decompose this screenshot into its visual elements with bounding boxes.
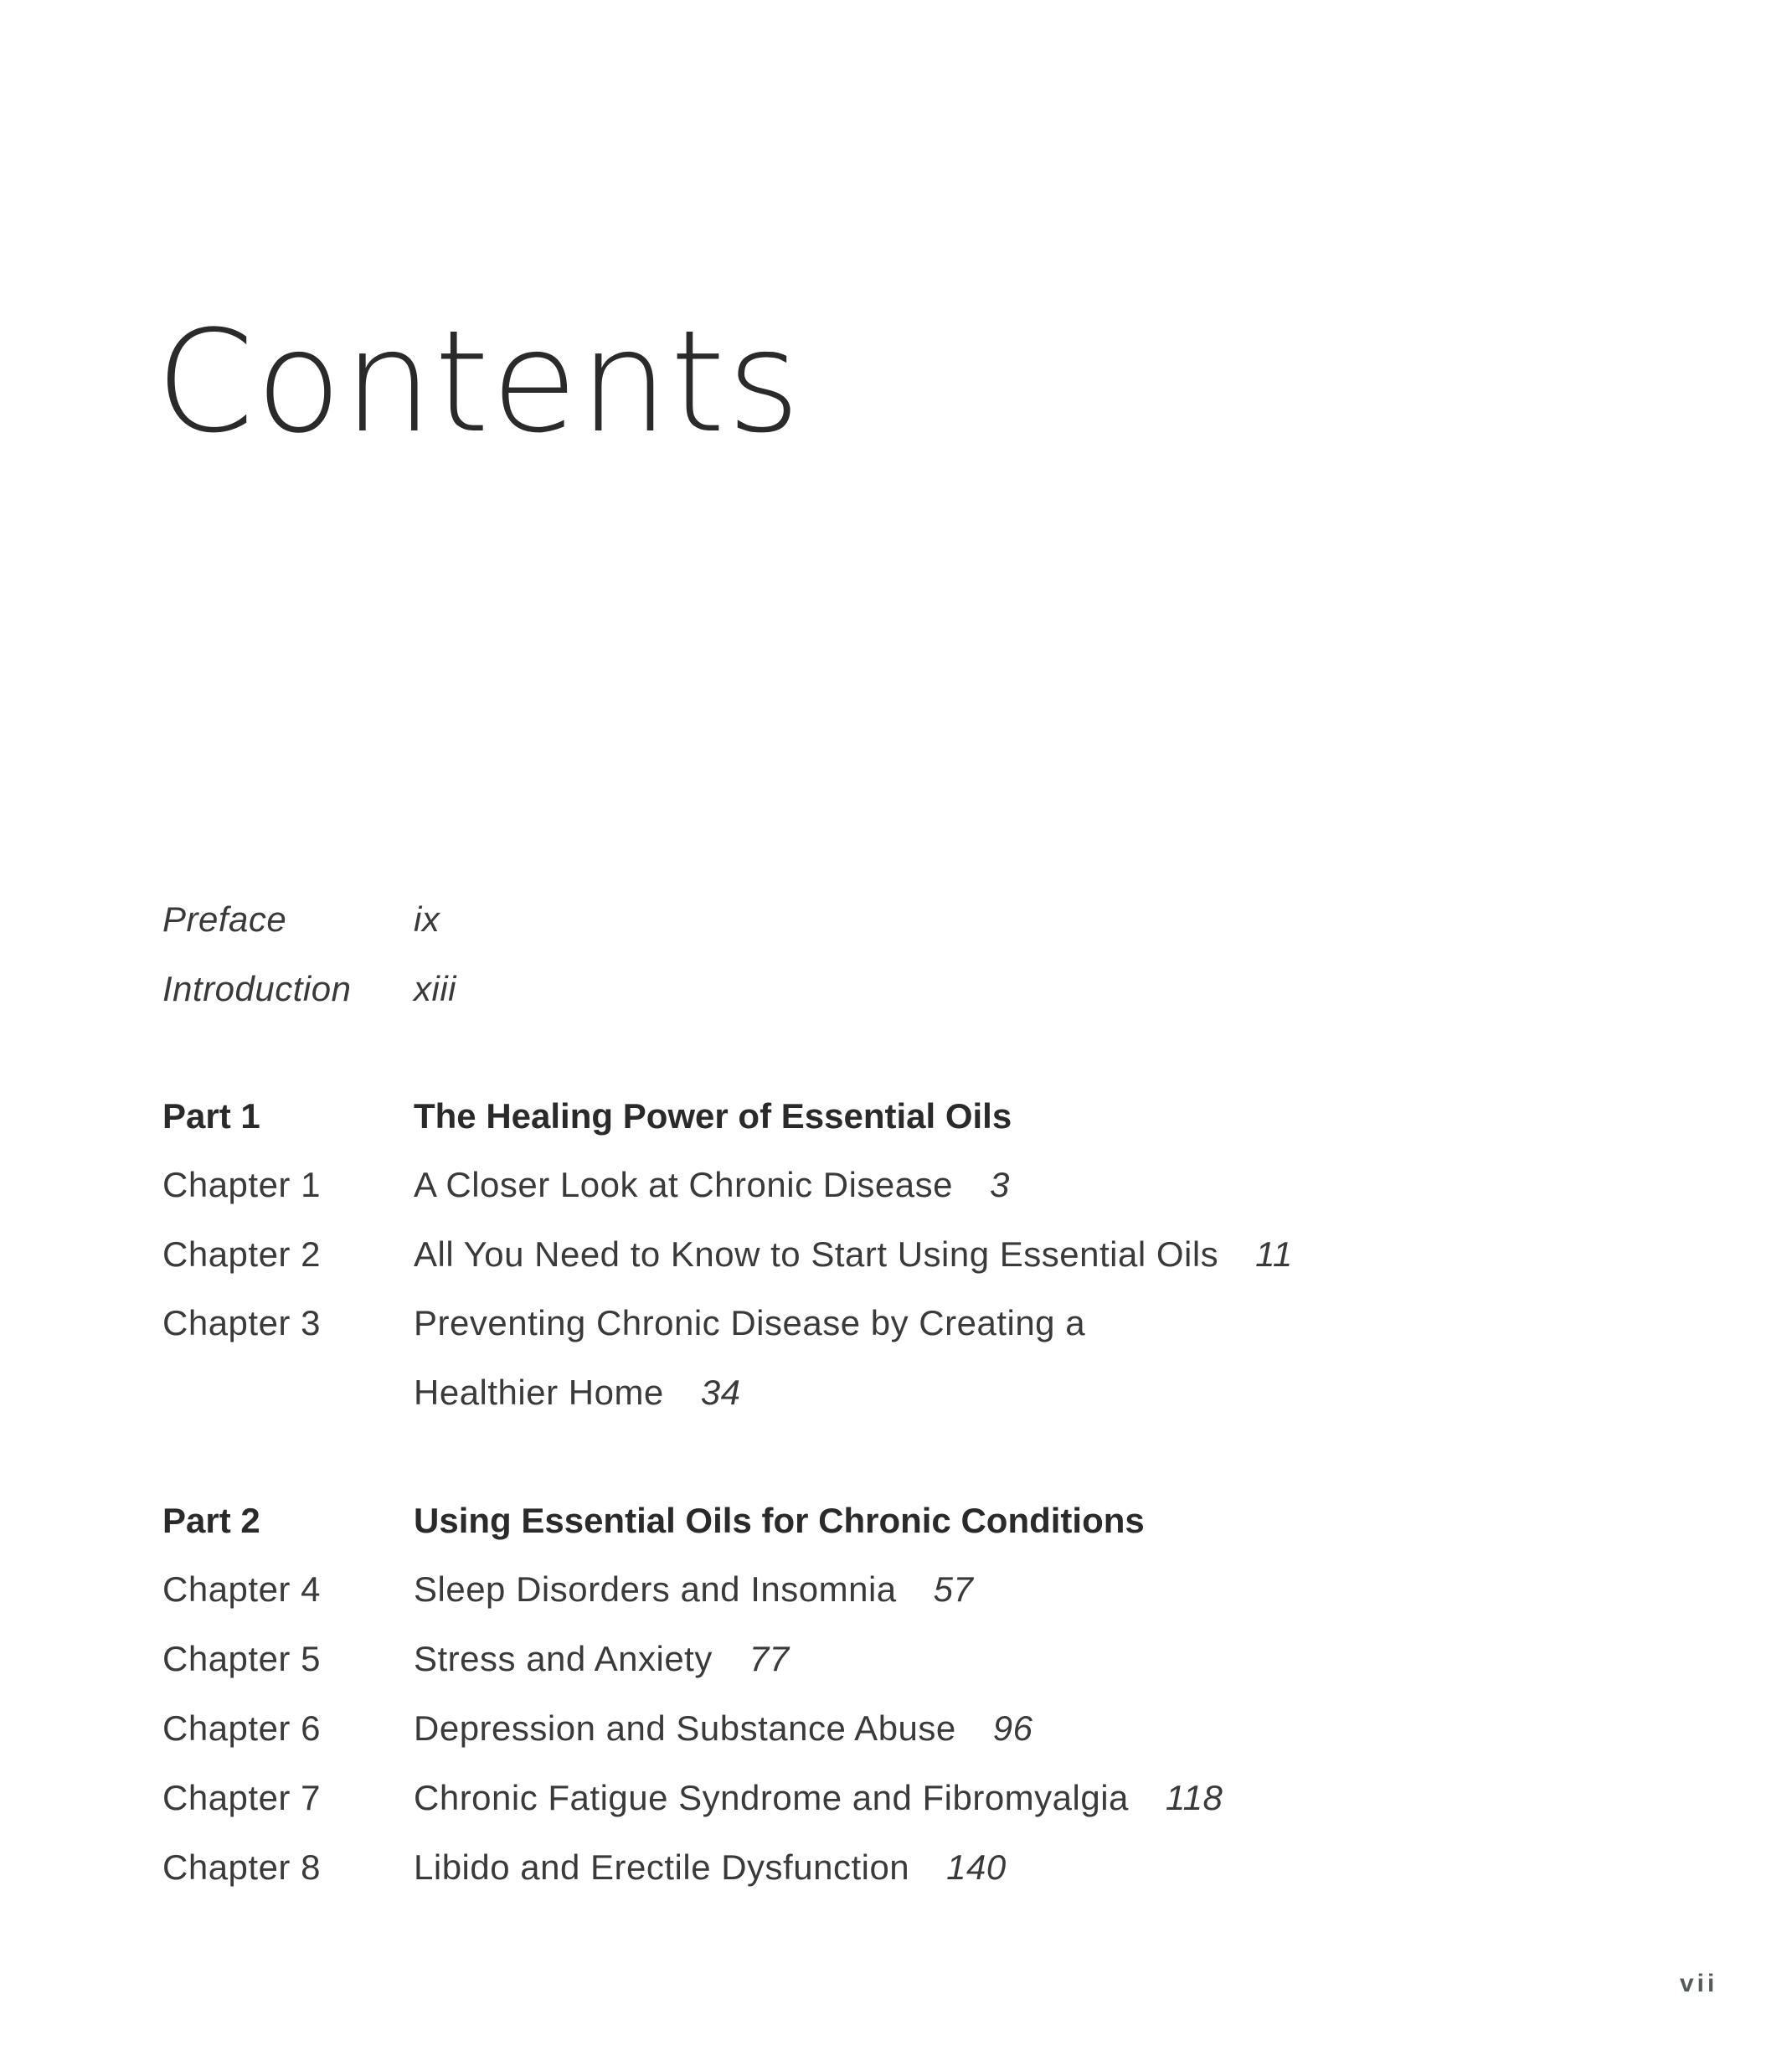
chapter-page: 11 bbox=[1255, 1234, 1293, 1274]
chapter-page: 118 bbox=[1165, 1778, 1223, 1817]
chapter-title: Sleep Disorders and Insomnia bbox=[414, 1569, 897, 1609]
part-title: The Healing Power of Essential Oils bbox=[414, 1096, 1012, 1136]
chapter-title: Libido and Erectile Dysfunction bbox=[414, 1847, 910, 1887]
chapter-entry bbox=[414, 1564, 973, 1615]
page-number: vii bbox=[1680, 1970, 1718, 1997]
part-title: Using Essential Oils for Chronic Conditions bbox=[414, 1501, 1145, 1540]
chapter-title: Depression and Substance Abuse bbox=[414, 1708, 956, 1748]
chapter-title: Stress and Anxiety bbox=[414, 1639, 713, 1678]
chapter-entry bbox=[414, 1703, 1033, 1754]
chapter-title: All You Need to Know to Start Using Essential Oils bbox=[414, 1234, 1219, 1274]
chapter-title-line2: Healthier Home bbox=[414, 1373, 664, 1412]
part-label: Part 1 bbox=[162, 1096, 260, 1136]
part-label: Part 2 bbox=[162, 1501, 260, 1540]
page-title: Contents bbox=[156, 300, 802, 464]
chapter-label: Chapter 4 bbox=[162, 1569, 321, 1609]
chapter-label: Chapter 2 bbox=[162, 1234, 321, 1274]
chapter-page: 96 bbox=[992, 1708, 1033, 1748]
chapter-title-line1: Preventing Chronic Disease by Creating a bbox=[414, 1303, 1086, 1342]
chapter-entry bbox=[414, 1842, 1007, 1893]
chapter-label: Chapter 7 bbox=[162, 1778, 321, 1817]
front-matter-label: Introduction bbox=[162, 969, 352, 1008]
chapter-title: A Closer Look at Chronic Disease bbox=[414, 1165, 953, 1204]
chapter-label: Chapter 6 bbox=[162, 1708, 321, 1748]
front-matter-label: Preface bbox=[162, 899, 287, 939]
chapter-label: Chapter 3 bbox=[162, 1303, 321, 1342]
chapter-page: 57 bbox=[933, 1569, 974, 1609]
chapter-entry bbox=[414, 1773, 1223, 1823]
chapter-page: 77 bbox=[749, 1639, 790, 1678]
chapter-page: 140 bbox=[946, 1847, 1007, 1887]
chapter-entry bbox=[414, 1368, 741, 1418]
front-matter-page: ix bbox=[414, 899, 440, 939]
chapter-page: 3 bbox=[989, 1165, 1010, 1204]
chapter-title: Chronic Fatigue Syndrome and Fibromyalgia bbox=[414, 1778, 1129, 1817]
front-matter-page: xiii bbox=[414, 969, 456, 1008]
chapter-entry bbox=[414, 1229, 1293, 1280]
chapter-page: 34 bbox=[700, 1373, 741, 1412]
chapter-label: Chapter 1 bbox=[162, 1165, 321, 1204]
chapter-entry bbox=[414, 1160, 1010, 1210]
chapter-label: Chapter 8 bbox=[162, 1847, 321, 1887]
chapter-entry bbox=[414, 1634, 790, 1684]
chapter-label: Chapter 5 bbox=[162, 1639, 321, 1678]
